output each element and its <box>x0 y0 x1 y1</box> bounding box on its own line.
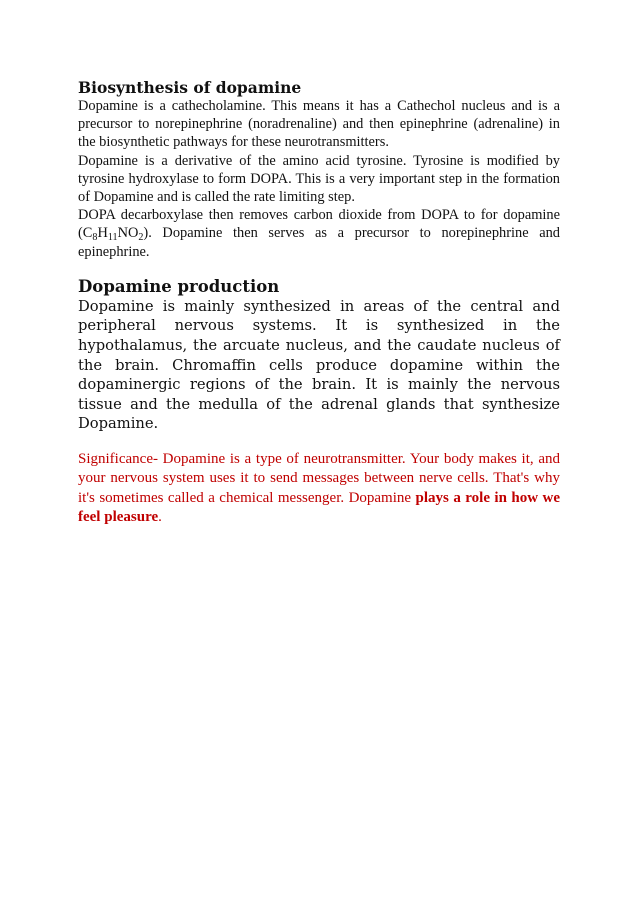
paragraph-cathecholamine: Dopamine is a cathecholamine. This means it has a Cathechol nucleus and is a precursor to norepinephrine (noradrenaline) and then epinephrine (adrenaline) in the biosynthetic pathways for these neurotransmitters. <box>78 98 560 151</box>
paragraph-significance <box>78 450 560 528</box>
significance-bold-phrase: plays a role in how we feel pleasure <box>78 489 561 526</box>
formula-nitrogen-oxygen: NO <box>117 225 139 242</box>
significance-text: Significance- Dopamine is a type of neurotransmitter. Your body makes it, and your nervous system uses it to send messages between nerve cells. That's why it's sometimes called a chemical messenger. Dopamine <box>78 450 560 506</box>
paragraph-dopa-text-end: ). Dopamine then serves as a precursor to norepinephrine and epinephrine. <box>78 225 560 260</box>
significance-end: . <box>158 509 162 526</box>
section-title-production: Dopamine production <box>78 276 280 296</box>
formula-subscript-carbon: 8 <box>92 232 98 244</box>
formula-subscript-oxygen: 2 <box>138 232 144 244</box>
section-title-biosynthesis: Biosynthesis of dopamine <box>78 78 302 97</box>
formula-subscript-hydrogen: 11 <box>107 232 118 244</box>
paragraph-production: Dopamine is mainly synthesized in areas of the central and peripheral nervous systems. It is synthesized in the hypothalamus, the arcuate nucleus, and the caudate nucleus of the brain. Chromaffin cells produce dopamine within the dopaminergic regions of the brain. It is mainly the nervous tissue and the medulla of the adrenal glands that synthesize Dopamine. <box>78 297 560 433</box>
document-content <box>78 78 560 528</box>
paragraph-tyrosine: Dopamine is a derivative of the amino acid tyrosine. Tyrosine is modified by tyrosine hydroxylase to form DOPA. This is a very important step in the formation of Dopamine and is called the rate limiting step. <box>78 152 560 206</box>
paragraph-dopa-text-start: DOPA decarboxylase then removes carbon dioxide from DOPA to for dopamine (C <box>78 207 560 242</box>
formula-hydrogen: H <box>97 225 108 242</box>
paragraph-dopa-decarboxylase <box>78 206 560 261</box>
